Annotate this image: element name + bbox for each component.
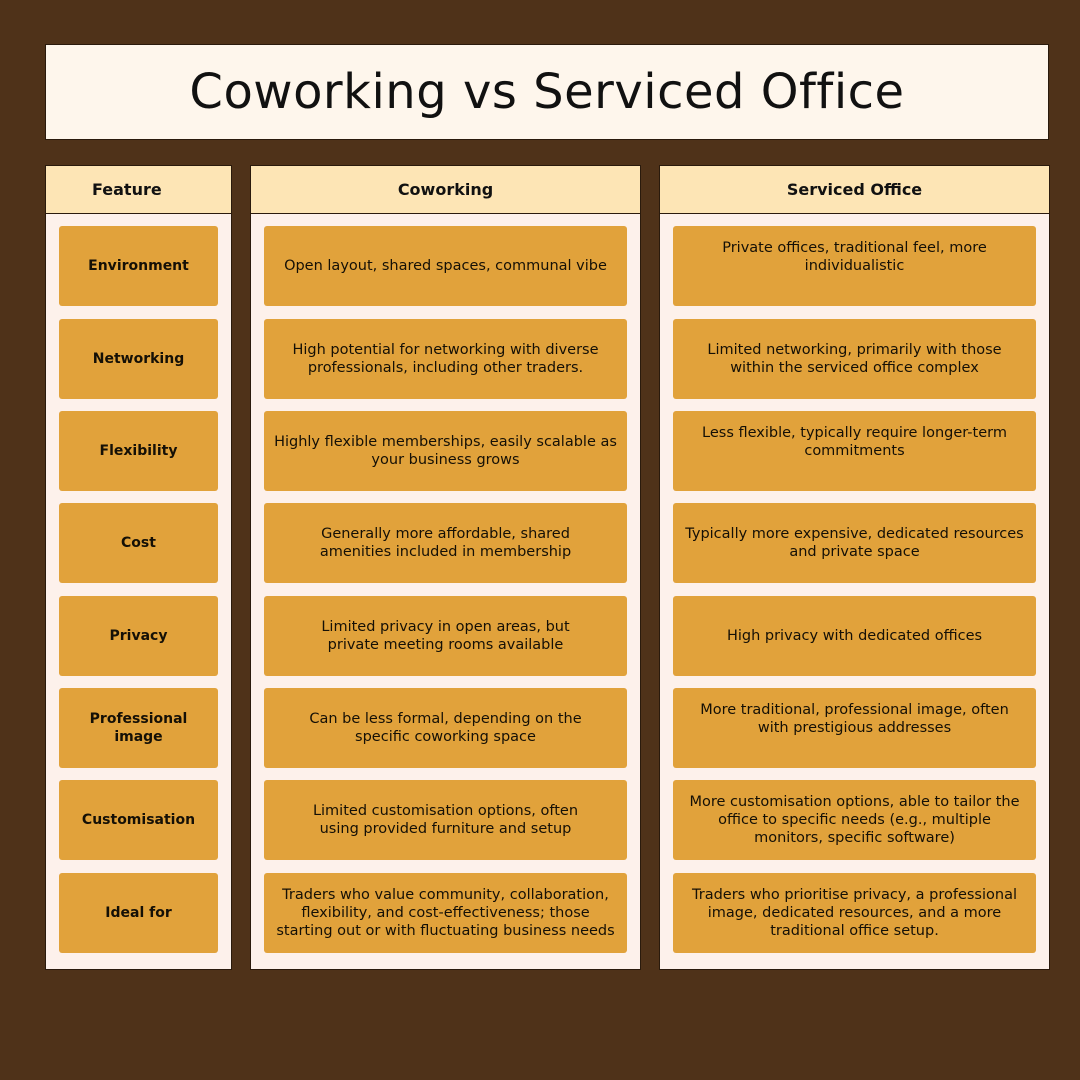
coworking-text: Can be less formal, depending on the specific coworking space bbox=[309, 711, 582, 745]
coworking-cell bbox=[264, 503, 627, 583]
feature-cell bbox=[59, 411, 218, 491]
feature-label: Privacy bbox=[109, 628, 168, 644]
coworking-text: Limited customisation options, often using provided furniture and setup bbox=[312, 803, 579, 837]
serviced-office-column-header: Serviced Office bbox=[660, 166, 1049, 214]
coworking-text: Traders who value community, collaboration, flexibility, and cost-effectiveness; those starting out or with fluctuating business needs bbox=[276, 887, 615, 939]
serviced-office-text: More customisation options, able to tailor the office to specific needs (e.g., multiple monitors, specific software) bbox=[689, 794, 1020, 846]
feature-label: Professional image bbox=[89, 711, 188, 745]
coworking-text: Generally more affordable, shared amenities included in membership bbox=[319, 526, 572, 560]
feature-cell bbox=[59, 688, 218, 768]
serviced-office-cell bbox=[673, 411, 1036, 491]
serviced-office-cell bbox=[673, 688, 1036, 768]
serviced-office-column bbox=[659, 165, 1050, 970]
coworking-text: Highly flexible memberships, easily scalable as your business grows bbox=[274, 434, 617, 468]
coworking-cell bbox=[264, 226, 627, 306]
feature-cell bbox=[59, 226, 218, 306]
feature-cell bbox=[59, 780, 218, 860]
serviced-office-text: Less flexible, typically require longer-term commitments bbox=[702, 425, 1007, 459]
serviced-office-text: High privacy with dedicated offices bbox=[726, 628, 983, 644]
feature-label: Networking bbox=[92, 351, 185, 367]
coworking-column bbox=[250, 165, 641, 970]
coworking-text: Open layout, shared spaces, communal vibe bbox=[284, 258, 607, 274]
feature-column-header: Feature bbox=[46, 166, 231, 214]
coworking-cell bbox=[264, 873, 627, 953]
feature-label: Cost bbox=[121, 535, 156, 551]
serviced-office-cell bbox=[673, 780, 1036, 860]
feature-cell bbox=[59, 503, 218, 583]
coworking-cell bbox=[264, 688, 627, 768]
serviced-office-cell bbox=[673, 596, 1036, 676]
serviced-office-text: Typically more expensive, dedicated resources and private space bbox=[685, 526, 1024, 560]
title-banner bbox=[45, 44, 1049, 140]
serviced-office-text: More traditional, professional image, often with prestigious addresses bbox=[700, 702, 1009, 736]
serviced-office-text: Traders who prioritise privacy, a professional image, dedicated resources, and a more traditional office setup. bbox=[692, 887, 1017, 939]
feature-cell bbox=[59, 319, 218, 399]
feature-label: Flexibility bbox=[99, 443, 178, 459]
coworking-cell bbox=[264, 319, 627, 399]
feature-label: Customisation bbox=[81, 812, 196, 828]
coworking-text: High potential for networking with diverse professionals, including other traders. bbox=[292, 342, 599, 376]
feature-column bbox=[45, 165, 232, 970]
serviced-office-text: Limited networking, primarily with those within the serviced office complex bbox=[707, 342, 1002, 376]
serviced-office-cell bbox=[673, 319, 1036, 399]
feature-label: Environment bbox=[88, 258, 189, 274]
feature-cell bbox=[59, 596, 218, 676]
coworking-text: Limited privacy in open areas, but private meeting rooms available bbox=[321, 619, 570, 653]
serviced-office-cell bbox=[673, 226, 1036, 306]
serviced-office-cell bbox=[673, 503, 1036, 583]
serviced-office-cell bbox=[673, 873, 1036, 953]
feature-label: Ideal for bbox=[105, 905, 172, 921]
coworking-cell bbox=[264, 596, 627, 676]
page-title: Coworking vs Serviced Office bbox=[189, 64, 905, 120]
coworking-cell bbox=[264, 780, 627, 860]
coworking-cell bbox=[264, 411, 627, 491]
feature-cell bbox=[59, 873, 218, 953]
serviced-office-text: Private offices, traditional feel, more individualistic bbox=[722, 240, 987, 274]
coworking-column-header: Coworking bbox=[251, 166, 640, 214]
